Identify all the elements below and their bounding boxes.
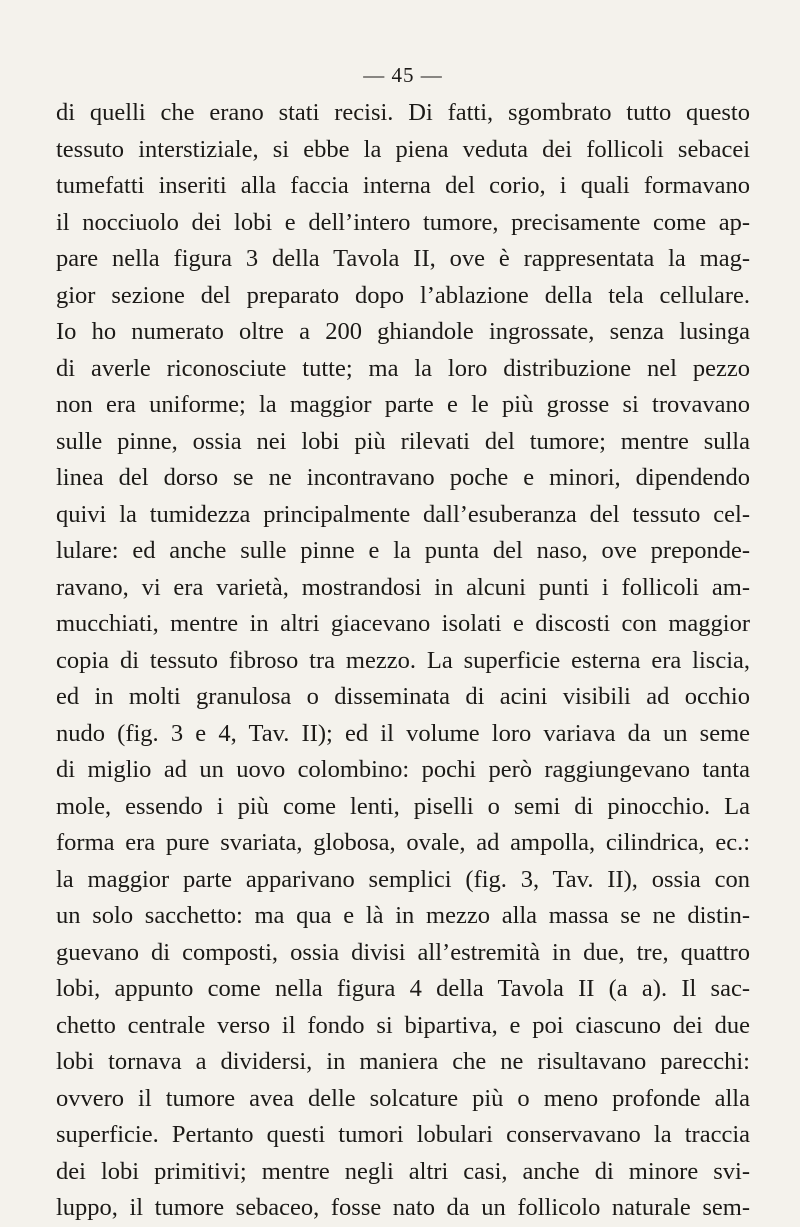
page-number: — 45 —: [363, 63, 443, 87]
text-line: nudo (fig. 3 e 4, Tav. II); ed il volume loro variava da un seme: [56, 719, 750, 747]
text-line: la maggior parte apparivano semplici (fig. 3, Tav. II), ossia con: [56, 865, 750, 893]
text-line: ravano, vi era varietà, mostrandosi in alcuni punti i follicoli am-: [56, 573, 750, 601]
text-line: linea del dorso se ne incontravano poche e minori, dipendendo: [56, 464, 750, 492]
text-line: lulare: ed anche sulle pinne e la punta del naso, ove preponde-: [56, 537, 750, 565]
text-line: gior sezione del preparato dopo l’ablazione della tela cellulare.: [56, 281, 750, 309]
text-line: quivi la tumidezza principalmente dall’esuberanza del tessuto cel-: [56, 500, 750, 528]
text-line: pare nella figura 3 della Tavola II, ove è rappresentata la mag-: [56, 245, 750, 273]
text-line: mucchiati, mentre in altri giacevano isolati e discosti con maggior: [56, 610, 750, 638]
text-line: tessuto interstiziale, si ebbe la piena veduta dei follicoli sebacei: [56, 135, 750, 163]
text-line: mole, essendo i più come lenti, piselli o semi di pinocchio. La: [56, 792, 750, 820]
text-line: copia di tessuto fibroso tra mezzo. La superficie esterna era liscia,: [56, 646, 750, 674]
text-line: un solo sacchetto: ma qua e là in mezzo alla massa se ne distin-: [56, 902, 750, 930]
text-line: dei lobi primitivi; mentre negli altri casi, anche di minore svi-: [56, 1157, 750, 1185]
text-line: forma era pure svariata, globosa, ovale, ad ampolla, cilindrica, ec.:: [56, 829, 750, 857]
text-line: di quelli che erano stati recisi. Di fatti, sgombrato tutto questo: [56, 99, 750, 127]
text-line: superficie. Pertanto questi tumori lobulari conservavano la traccia: [56, 1121, 750, 1149]
text-line: ed in molti granulosa o disseminata di acini visibili ad occhio: [56, 683, 750, 711]
text-line: guevano di composti, ossia divisi all’estremità in due, tre, quattro: [56, 938, 750, 966]
text-line: ovvero il tumore avea delle solcature più o meno profonde alla: [56, 1084, 750, 1112]
text-line: di miglio ad un uovo colombino: pochi però raggiungevano tanta: [56, 756, 750, 784]
text-line: Io ho numerato oltre a 200 ghiandole ingrossate, senza lusinga: [56, 318, 750, 346]
text-line: luppo, il tumore sebaceo, fosse nato da un follicolo naturale sem-: [56, 1194, 750, 1222]
text-line: il nocciuolo dei lobi e dell’intero tumore, precisamente come ap-: [56, 208, 750, 236]
text-line: chetto centrale verso il fondo si bipartiva, e poi ciascuno dei due: [56, 1011, 750, 1039]
text-line: non era uniforme; la maggior parte e le più grosse si trovavano: [56, 391, 750, 419]
text-line: tumefatti inseriti alla faccia interna del corio, i quali formavano: [56, 172, 750, 200]
text-line: lobi, appunto come nella figura 4 della Tavola II (a a). Il sac-: [56, 975, 750, 1003]
text-line: sulle pinne, ossia nei lobi più rilevati del tumore; mentre sulla: [56, 427, 750, 455]
text-line: lobi tornava a dividersi, in maniera che ne risultavano parecchi:: [56, 1048, 750, 1076]
body-text: [56, 95, 750, 1227]
text-line: di averle riconosciute tutte; ma la loro distribuzione nel pezzo: [56, 354, 750, 382]
